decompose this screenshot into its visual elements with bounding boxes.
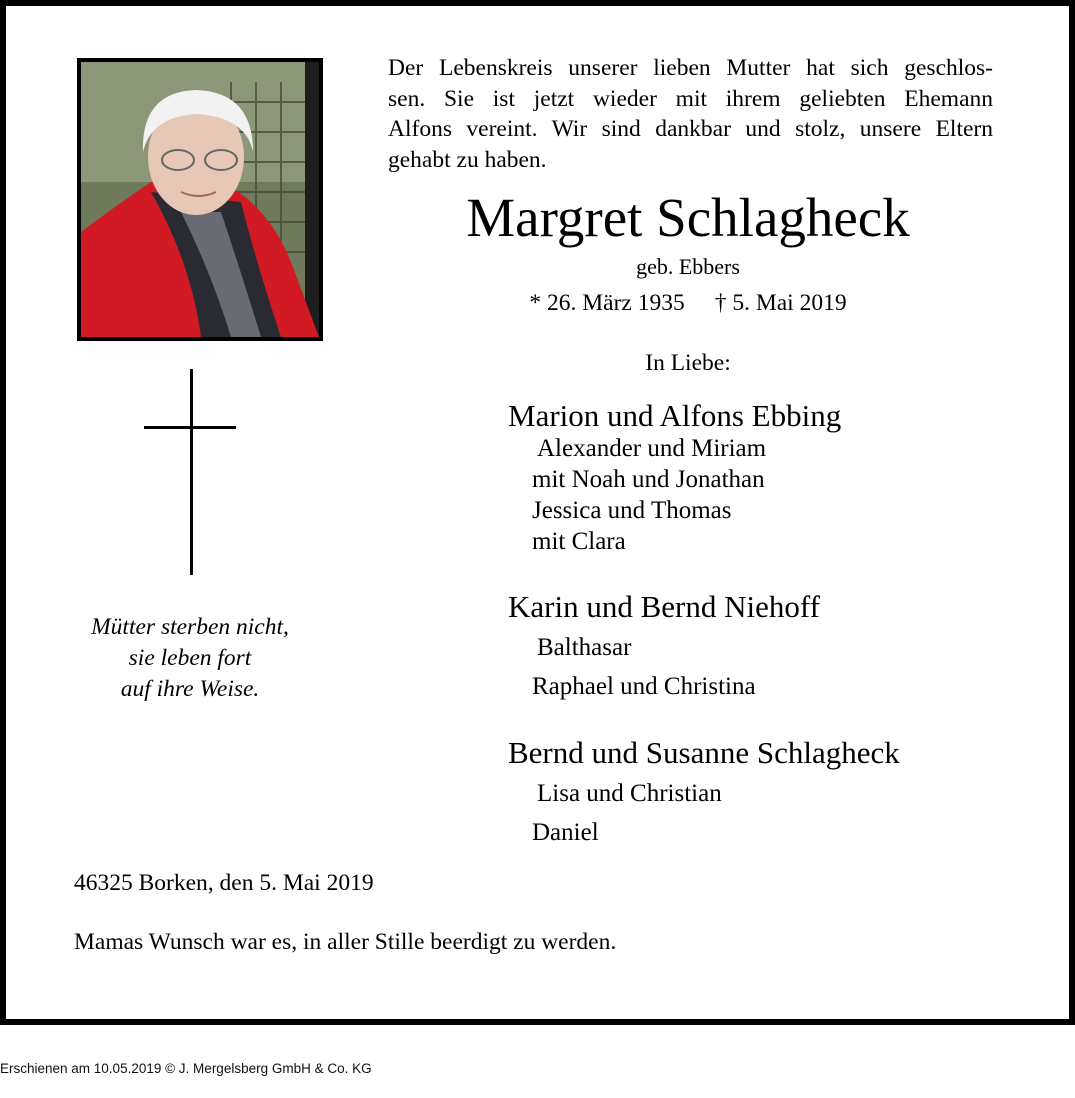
opening-text bbox=[388, 53, 993, 175]
family-member: Alexander und Miriam bbox=[537, 435, 767, 462]
life-dates bbox=[388, 290, 988, 317]
family-member: mit Clara bbox=[532, 528, 626, 555]
family-member: mit Noah und Jonathan bbox=[532, 466, 765, 493]
family-member: Raphael und Christina bbox=[532, 673, 756, 700]
family-member: Jessica und Thomas bbox=[532, 497, 732, 524]
death-date: † 5. Mai 2019 bbox=[714, 290, 847, 316]
poem-line: Mütter sterben nicht, bbox=[91, 614, 289, 640]
birth-date: * 26. März 1935 bbox=[529, 290, 685, 316]
opening-line: sen. Sie ist jetzt wieder mit ihrem geliebten Ehemann bbox=[388, 85, 993, 112]
portrait-photo bbox=[77, 58, 323, 341]
poem-line: auf ihre Weise. bbox=[120, 676, 260, 702]
family-member: Balthasar bbox=[537, 634, 632, 661]
cross-icon bbox=[144, 426, 236, 429]
cross-icon bbox=[190, 369, 193, 575]
family-member: Lisa und Christian bbox=[537, 780, 722, 807]
family-heading: Karin und Bernd Niehoff bbox=[508, 589, 820, 624]
place-date: 46325 Borken, den 5. Mai 2019 bbox=[74, 870, 374, 896]
family-heading: Marion und Alfons Ebbing bbox=[508, 398, 842, 433]
poem bbox=[60, 612, 320, 705]
burial-wish: Mamas Wunsch war es, in aller Stille beerdigt zu werden. bbox=[74, 929, 617, 955]
poem-line: sie leben fort bbox=[128, 645, 252, 671]
birth-name: geb. Ebbers bbox=[636, 254, 740, 279]
opening-line: gehabt zu haben. bbox=[388, 146, 547, 173]
publication-footer: Erschienen am 10.05.2019 © J. Mergelsberg GmbH & Co. KG bbox=[0, 1061, 372, 1076]
family-heading: Bernd und Susanne Schlagheck bbox=[508, 735, 900, 770]
in-love-label: In Liebe: bbox=[645, 350, 731, 376]
deceased-name: Margret Schlagheck bbox=[466, 187, 910, 248]
family-member: Daniel bbox=[532, 819, 599, 846]
opening-line: Der Lebenskreis unserer lieben Mutter hat sich geschlos- bbox=[388, 55, 993, 81]
opening-line: Alfons vereint. Wir sind dankbar und stolz, unsere Eltern bbox=[388, 116, 993, 142]
